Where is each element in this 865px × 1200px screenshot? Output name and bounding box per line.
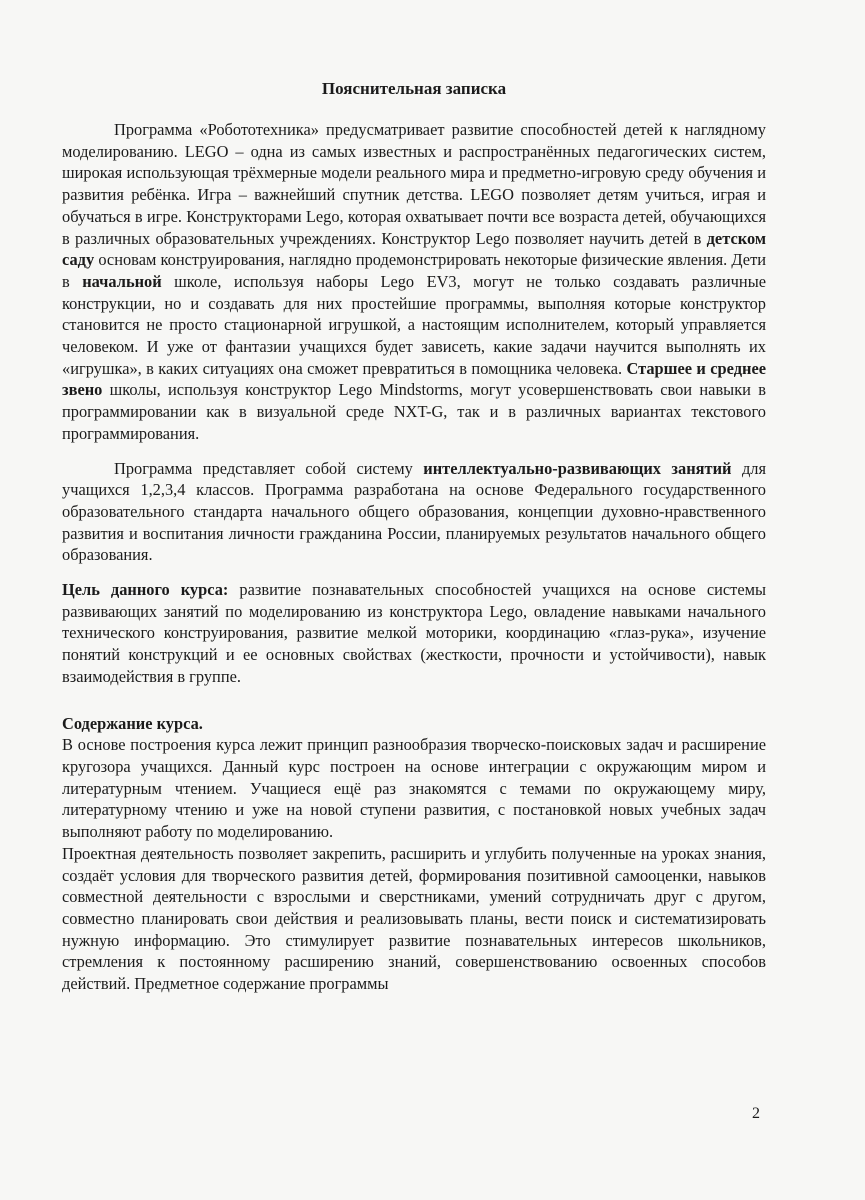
document-body <box>62 78 766 995</box>
text-run: Программа представляет собой систему <box>114 458 424 478</box>
text-run: школы, используя конструктор Lego Mindstorms, могут усовершенствовать свои навыки в программировании как в визуальной среде NXT-G, так и в различных вариантах текстового программирования. <box>62 380 766 443</box>
paragraph-goal <box>62 579 766 688</box>
text-run: основам конструирования, наглядно продемонстрировать некоторые физические явления. Дети в <box>62 250 766 291</box>
paragraph-intro <box>62 119 766 445</box>
bold-text: начальной <box>82 271 162 291</box>
page-title: Пояснительная записка <box>321 79 507 98</box>
paragraph-content: В основе построения курса лежит принцип разнообразия творческо-поисковых задач и расширение кругозора учащихся. Данный курс построен на основе интеграции с окружающим миром и литературным чтением. Учащиеся ещё раз знакомятся с темами по окружающему миру, литературному чтению и уже на новой ступени развития, с постановкой новых учебных задач выполняют работу по моделированию. <box>62 735 766 842</box>
paragraph-project: Проектная деятельность позволяет закрепить, расширить и углубить полученные на уроках знания, создаёт условия для творческого развития детей, формирования позитивной самооценки, навыков совместной деятельности с взрослыми и сверстниками, умений сотрудничать друг с другом, совместно планировать свои действия и реализовывать планы, вести поиск и систематизировать нужную информацию. Это стимулирует развитие познавательных интересов школьников, стремления к постоянному расширению знаний, совершенствованию освоенных способов действий. Предметное содержание программы <box>62 843 766 994</box>
page-number: 2 <box>752 1105 760 1122</box>
paragraph-program <box>62 458 766 567</box>
bold-text: интеллектуально-развивающих занятий <box>423 458 732 478</box>
text-run: для учащихся 1,2,3,4 классов. Программа разработана на основе Федерального государственного образовательного стандарта начального общего образования, концепции духовно-нравственного развития и воспитания личности гражданина России, планируемых результатов начального общего образования. <box>62 458 766 565</box>
goal-label: Цель данного курса: <box>62 580 229 600</box>
text-run: Программа «Робототехника» предусматривает развитие способностей детей к наглядному моделированию. LEGO – одна из самых известных и распространённых педагогических систем, широкая использующая трёхмерные модели реального мира и предметно-игровую среду обучения и развития ребёнка. Игра – важнейший спутник детства. LEGO позволяет детям учиться, играя и обучаться в игре. Конструкторами Lego, которая охватывает почти все возраста детей, обучающихся в различных образовательных учреждениях. Конструктор Lego позволяет научить детей в <box>62 120 766 248</box>
bold-text: детском саду <box>62 228 766 270</box>
text-run: школе, используя наборы Lego EV3, могут не только создавать различные конструкции, но и создавать для них простейшие программы, выполняя которые конструктор становится не просто стационарной игрушкой, а настоящим исполнителем, который управляется человеком. И уже от фантазии учащихся будет зависеть, какие задачи научится выполнять их «игрушка», в каких ситуациях она сможет превратиться в помощника человека. <box>62 271 766 378</box>
text-run: развитие познавательных способностей учащихся на основе системы развивающих занятий по моделированию из конструктора Lego, овладение навыками начального технического конструирования, развитие мелкой моторики, координацию «глаз-рука», изучение понятий конструкций и ее основных свойствах (жесткости, прочности и устойчивости), навык взаимодействия в группе. <box>62 580 766 686</box>
bold-text: Старшее и среднее звено <box>62 358 766 400</box>
section-heading: Содержание курса. <box>62 713 203 733</box>
